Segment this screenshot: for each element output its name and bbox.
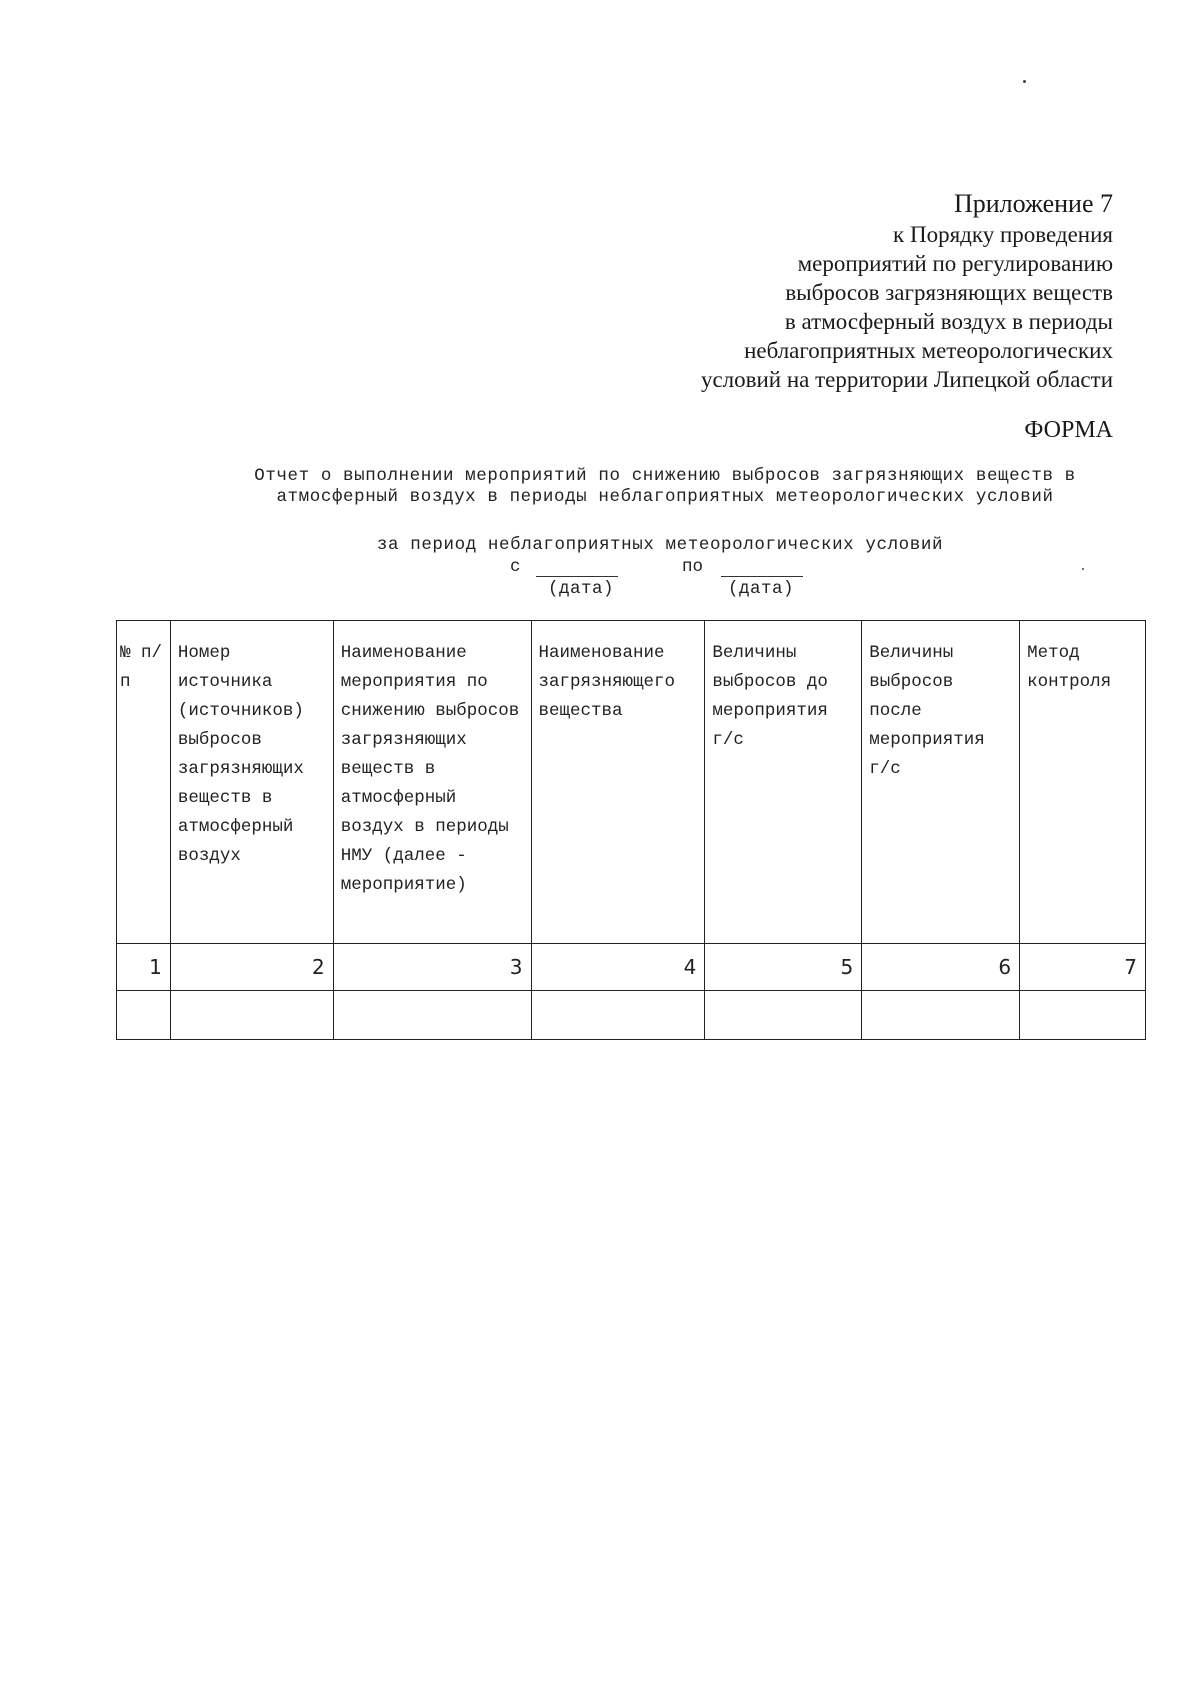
- from-label: с: [510, 557, 521, 577]
- appendix-line: к Порядку проведения: [893, 222, 1113, 247]
- empty-cell[interactable]: [531, 991, 705, 1040]
- form-label: ФОРМА: [1024, 417, 1113, 443]
- to-date-hint: (дата): [728, 579, 795, 599]
- period-line: за период неблагоприятных метеорологических условий: [376, 535, 944, 555]
- scan-speck: [1023, 80, 1026, 83]
- scan-speck: [1082, 568, 1084, 570]
- from-date-hint: (дата): [548, 579, 615, 599]
- empty-cell[interactable]: [333, 991, 531, 1040]
- report-title-line: атмосферный воздух в периоды неблагоприятных метеорологических условий: [276, 487, 1054, 507]
- column-number-cell: 1: [117, 944, 171, 991]
- header-cell: Метод контроля: [1020, 621, 1146, 944]
- header-cell: Величины выбросов после мероприятия г/с: [862, 621, 1020, 944]
- empty-cell[interactable]: [1020, 991, 1146, 1040]
- appendix-line: мероприятий по регулированию: [797, 251, 1113, 276]
- from-date-blank[interactable]: [536, 576, 618, 577]
- empty-cell[interactable]: [117, 991, 171, 1040]
- table-row: [117, 991, 1146, 1040]
- column-number-cell: 6: [862, 944, 1020, 991]
- report-table: [116, 620, 1146, 1040]
- appendix-line: неблагоприятных метеорологических: [744, 338, 1113, 363]
- column-number-cell: 2: [170, 944, 333, 991]
- empty-cell[interactable]: [705, 991, 862, 1040]
- empty-cell[interactable]: [170, 991, 333, 1040]
- column-number-cell: 5: [705, 944, 862, 991]
- header-cell: Номер источника (источников) выбросов загрязняющих веществ в атмосферный воздух: [170, 621, 333, 944]
- report-title-line: Отчет о выполнении мероприятий по снижению выбросов загрязняющих веществ в: [254, 466, 1076, 486]
- date-range: [510, 557, 840, 603]
- column-number-cell: 7: [1020, 944, 1146, 991]
- empty-cell[interactable]: [862, 991, 1020, 1040]
- appendix-line: выбросов загрязняющих веществ: [785, 280, 1113, 305]
- column-number-cell: 4: [531, 944, 705, 991]
- header-cell: № п/п: [117, 621, 171, 944]
- header-cell: Величины выбросов до мероприятия г/с: [705, 621, 862, 944]
- table-header-row: [117, 621, 1146, 944]
- appendix-block: [701, 188, 1113, 394]
- header-cell: Наименование загрязняющего вещества: [531, 621, 705, 944]
- appendix-line: условий на территории Липецкой области: [700, 367, 1113, 392]
- report-title: [200, 466, 1130, 508]
- column-number-cell: 3: [333, 944, 531, 991]
- column-number-row: [117, 944, 1146, 991]
- header-cell: Наименование мероприятия по снижению выбросов загрязняющих веществ в атмосферный воздух в периоды НМУ (далее - мероприятие): [333, 621, 531, 944]
- to-date-blank[interactable]: [721, 576, 803, 577]
- to-label: по: [682, 557, 704, 577]
- appendix-title: Приложение 7: [953, 189, 1113, 218]
- appendix-line: в атмосферный воздух в периоды: [784, 309, 1113, 334]
